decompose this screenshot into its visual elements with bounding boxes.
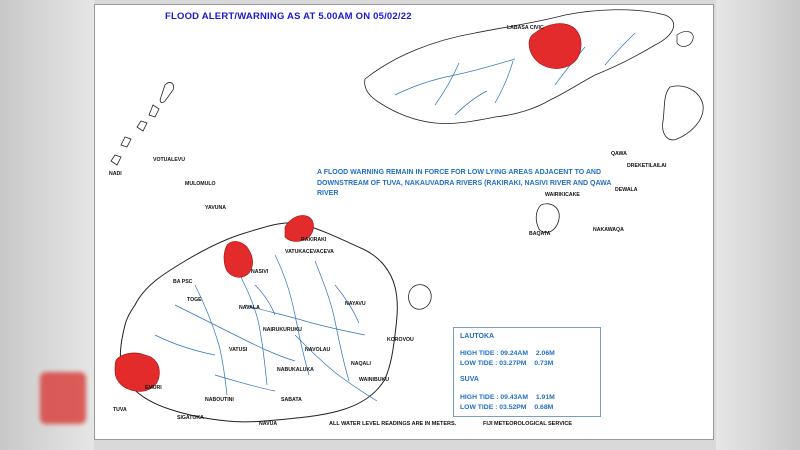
suva-low-tide-value: 0.68M: [534, 404, 554, 411]
flood-warning-text: A FLOOD WARNING REMAIN IN FORCE FOR LOW LYING AREAS ADJACENT TO AND DOWNSTREAM OF TUVA, NAKAUVADRA RIVERS (RAKIRAKI, NASIVI RIVER AND QAWA RIVER: [317, 169, 612, 197]
place-korovou: KOROVOU: [387, 337, 414, 343]
place-baqata: BAQATA: [529, 231, 551, 237]
place-labasa-civic: LABASA CIVIC: [507, 25, 544, 31]
lautoka-high-tide: [460, 350, 555, 357]
viti-levu-island: [120, 223, 397, 422]
small-island: [677, 32, 693, 47]
place-sabata: SABATA: [281, 397, 302, 403]
tide-info-box: [453, 327, 601, 417]
place-toge: TOGE: [187, 297, 202, 303]
place-wainibuku: WAINIBUKU: [359, 377, 389, 383]
place-vatukacevaceva: VATUKACEVACEVA: [285, 249, 334, 255]
lautoka-high-tide-label: HIGH TIDE : 09.24AM: [460, 350, 528, 357]
koro-island: [409, 285, 432, 310]
place-nairukuruku: NAIRUKURUKU: [263, 327, 302, 333]
place-emuri: EMURI: [145, 385, 162, 391]
gau-island: [536, 204, 559, 233]
place-sigatoka: SIGATOKA: [177, 415, 204, 421]
map-canvas: [95, 5, 715, 441]
place-wairikicake: WAIRIKICAKE: [545, 192, 580, 198]
place-rakiraki: RAKIRAKI: [301, 237, 327, 243]
lautoka-low-tide-value: 0.73M: [534, 360, 554, 367]
suva-high-tide: [460, 394, 555, 401]
water-level-note: ALL WATER LEVEL READINGS ARE IN METERS.: [329, 421, 457, 427]
place-votualevu: VOTUALEVU: [153, 157, 185, 163]
place-naboutini: NABOUTINI: [205, 397, 234, 403]
place-ba-psc: BA PSC: [173, 279, 193, 285]
place-naqali: NAQALI: [351, 361, 371, 367]
taveuni-island: [663, 86, 704, 140]
lautoka-label: LAUTOKA: [460, 333, 495, 340]
place-vatusi: VATUSI: [229, 347, 248, 353]
suva-high-tide-label: HIGH TIDE : 09.43AM: [460, 394, 528, 401]
place-navolau: NAVOLAU: [305, 347, 331, 353]
place-nabukaluka: NABUKALUKA: [277, 367, 314, 373]
flood-map: [94, 4, 714, 440]
place-drekeitilailai: DREKETILAILAI: [627, 163, 667, 169]
lautoka-low-tide: [460, 360, 553, 367]
place-nasivi: NASIVI: [251, 269, 269, 275]
suva-low-tide: [460, 404, 553, 411]
place-mulomulo: MULOMULO: [185, 181, 216, 187]
background-blurred-marker: [40, 372, 86, 424]
place-qawa: QAWA: [611, 151, 627, 157]
suva-low-tide-label: LOW TIDE : 03.52PM: [460, 404, 527, 411]
suva-label: SUVA: [460, 376, 479, 383]
place-nakawaqa: NAKAWAQA: [593, 227, 624, 233]
suva-high-tide-value: 1.91M: [535, 394, 555, 401]
place-navala: NAVALA: [239, 305, 260, 311]
service-credit: FIJI METEOROLOGICAL SERVICE: [483, 421, 573, 427]
place-yavuna: YAVUNA: [205, 205, 227, 211]
place-nadi-top: NADI: [109, 171, 122, 177]
yasawa-islands: [111, 83, 173, 165]
map-title: FLOOD ALERT/WARNING AS AT 5.00AM ON 05/02/22: [165, 11, 412, 22]
place-tuva: TUVA: [113, 407, 127, 413]
lautoka-high-tide-value: 2.06M: [535, 350, 555, 357]
place-navua: NAVUA: [259, 421, 278, 427]
place-dewala: DEWALA: [615, 187, 638, 193]
right-background-strip: [716, 0, 800, 450]
lautoka-low-tide-label: LOW TIDE : 03.27PM: [460, 360, 527, 367]
place-nayavu: NAYAVU: [345, 301, 366, 307]
